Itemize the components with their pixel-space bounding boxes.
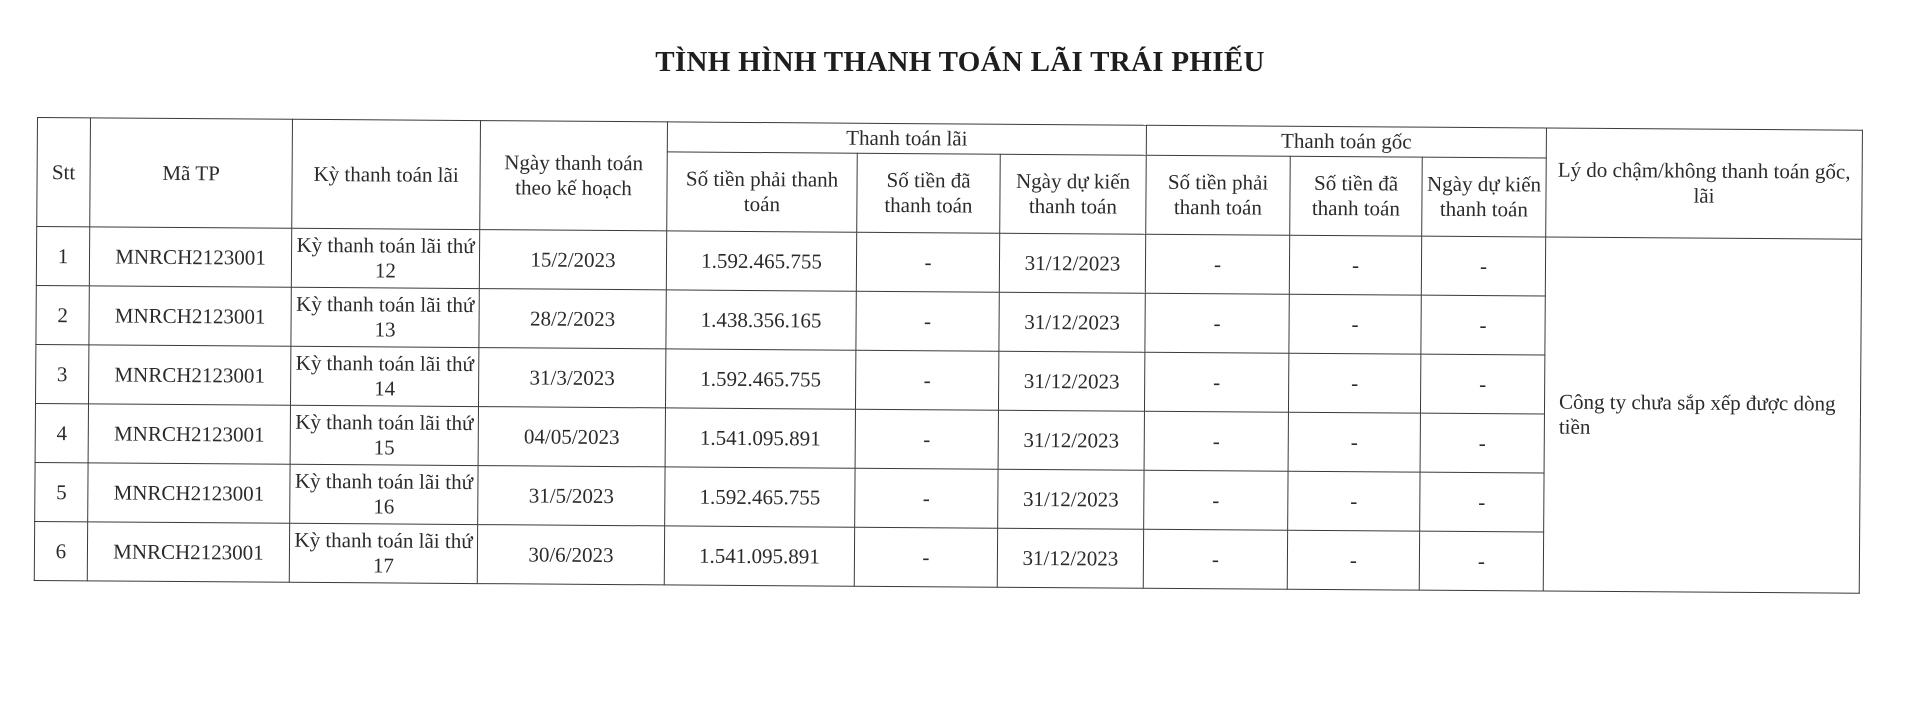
cell-ma-tp: MNRCH2123001 xyxy=(87,522,289,582)
cell-lai-ngay: 31/12/2023 xyxy=(998,469,1144,529)
header-group-thanh-toan-lai: Thanh toán lãi xyxy=(667,122,1146,155)
cell-goc-da: - xyxy=(1287,530,1419,590)
cell-goc-ngay: - xyxy=(1421,236,1545,296)
header-ly-do: Lý do chậm/không thanh toán gốc, lãi xyxy=(1546,128,1863,239)
cell-goc-phai: - xyxy=(1144,352,1288,412)
cell-goc-phai: - xyxy=(1145,234,1289,294)
bond-interest-payment-table xyxy=(34,117,1863,594)
cell-stt: 3 xyxy=(35,344,88,403)
cell-ky: Kỳ thanh toán lãi thứ 15 xyxy=(290,405,478,465)
cell-lai-da: - xyxy=(855,350,998,410)
cell-goc-ngay: - xyxy=(1419,531,1543,591)
header-goc-so-tien-da: Số tiền đã thanh toán xyxy=(1290,156,1423,236)
cell-ma-tp: MNRCH2123001 xyxy=(89,227,291,287)
cell-ma-tp: MNRCH2123001 xyxy=(88,404,290,464)
cell-goc-da: - xyxy=(1288,412,1420,472)
cell-lai-phai: 1.592.465.755 xyxy=(666,231,856,291)
cell-goc-phai: - xyxy=(1145,293,1289,353)
cell-lai-ngay: 31/12/2023 xyxy=(998,410,1144,470)
header-stt: Stt xyxy=(37,118,91,227)
cell-ngay-ke-hoach: 30/6/2023 xyxy=(477,525,664,585)
cell-ky: Kỳ thanh toán lãi thứ 13 xyxy=(291,287,479,347)
header-goc-ngay-du-kien: Ngày dự kiến thanh toán xyxy=(1422,157,1547,237)
cell-lai-ngay: 31/12/2023 xyxy=(999,292,1145,352)
cell-lai-ngay: 31/12/2023 xyxy=(998,351,1144,411)
cell-goc-da: - xyxy=(1288,471,1420,531)
header-lai-so-tien-phai: Số tiền phải thanh toán xyxy=(667,152,858,232)
cell-lai-da: - xyxy=(855,468,998,528)
page-title: TÌNH HÌNH THANH TOÁN LÃI TRÁI PHIẾU xyxy=(655,46,1265,78)
cell-ma-tp: MNRCH2123001 xyxy=(88,463,290,523)
cell-lai-ngay: 31/12/2023 xyxy=(999,233,1145,293)
cell-lai-phai: 1.438.356.165 xyxy=(666,290,856,350)
header-lai-ngay-du-kien: Ngày dự kiến thanh toán xyxy=(1000,154,1147,234)
cell-ky: Kỳ thanh toán lãi thứ 17 xyxy=(289,523,477,583)
cell-ky: Kỳ thanh toán lãi thứ 14 xyxy=(290,346,478,406)
cell-goc-da: - xyxy=(1289,294,1421,354)
cell-goc-ngay: - xyxy=(1421,295,1545,355)
header-ky-thanh-toan: Kỳ thanh toán lãi xyxy=(292,119,481,229)
cell-lai-phai: 1.592.465.755 xyxy=(665,349,855,409)
cell-goc-da: - xyxy=(1288,353,1420,413)
bond-payment-table-container xyxy=(34,117,1863,594)
header-goc-so-tien-phai: Số tiền phải thanh toán xyxy=(1146,155,1291,235)
cell-lai-da: - xyxy=(856,232,999,292)
cell-ma-tp: MNRCH2123001 xyxy=(89,286,291,346)
cell-lai-phai: 1.592.465.755 xyxy=(665,467,855,527)
header-ngay-ke-hoach: Ngày thanh toán theo kế hoạch xyxy=(480,121,668,231)
cell-lai-da: - xyxy=(856,291,999,351)
cell-stt: 4 xyxy=(35,403,88,462)
cell-lai-phai: 1.541.095.891 xyxy=(664,526,854,586)
cell-lai-da: - xyxy=(855,409,998,469)
cell-ky: Kỳ thanh toán lãi thứ 12 xyxy=(291,228,479,288)
cell-ngay-ke-hoach: 31/3/2023 xyxy=(478,348,665,408)
cell-goc-ngay: - xyxy=(1420,413,1544,473)
header-lai-so-tien-da: Số tiền đã thanh toán xyxy=(857,153,1001,233)
header-ma-tp: Mã TP xyxy=(90,118,293,228)
cell-lai-da: - xyxy=(854,527,997,587)
cell-lai-phai: 1.541.095.891 xyxy=(665,408,855,468)
cell-ngay-ke-hoach: 15/2/2023 xyxy=(479,230,666,290)
cell-ma-tp: MNRCH2123001 xyxy=(88,345,290,405)
cell-goc-ngay: - xyxy=(1420,472,1544,532)
cell-stt: 5 xyxy=(35,462,88,521)
cell-ky: Kỳ thanh toán lãi thứ 16 xyxy=(290,464,478,524)
cell-stt: 2 xyxy=(36,285,89,344)
cell-ngay-ke-hoach: 28/2/2023 xyxy=(479,289,666,349)
header-group-thanh-toan-goc: Thanh toán gốc xyxy=(1146,125,1546,158)
cell-stt: 6 xyxy=(34,521,87,580)
cell-ly-do: Công ty chưa sắp xếp được dòng tiền xyxy=(1543,237,1861,593)
cell-ngay-ke-hoach: 31/5/2023 xyxy=(478,466,665,526)
cell-lai-ngay: 31/12/2023 xyxy=(997,528,1143,588)
cell-goc-phai: - xyxy=(1143,529,1287,589)
cell-goc-da: - xyxy=(1289,235,1421,295)
cell-goc-ngay: - xyxy=(1420,354,1544,414)
cell-ngay-ke-hoach: 04/05/2023 xyxy=(478,407,665,467)
cell-goc-phai: - xyxy=(1144,470,1288,530)
cell-stt: 1 xyxy=(36,227,89,286)
cell-goc-phai: - xyxy=(1144,411,1288,471)
